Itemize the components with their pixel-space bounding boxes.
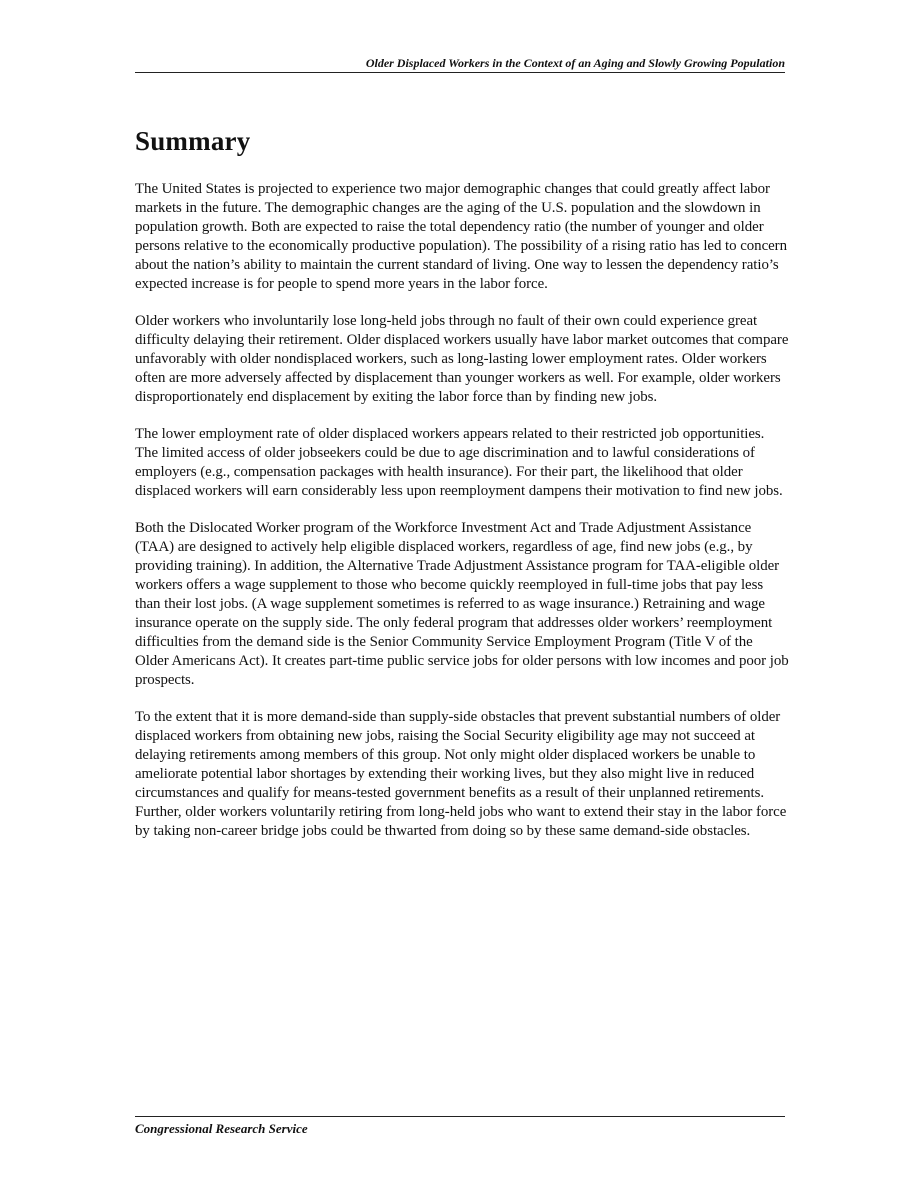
running-header-title: Older Displaced Workers in the Context of an Aging and Slowly Growing Population [365, 56, 785, 70]
summary-paragraph-4: Both the Dislocated Worker program of the Workforce Investment Act and Trade Adjustment Assistance (TAA) are designed to actively help eligible displaced workers, regardless of age, find new jobs (e.g., by providing training). In addition, the Alternative Trade Adjustment Assistance program for TAA-eligible older workers offers a wage supplement to those who become quickly reemployed in full-time jobs that pay less than their lost jobs. (A wage supplement sometimes is referred to as wage insurance.) Retraining and wage insurance operate on the supply side. The only federal program that addresses older workers’ reemployment difficulties from the demand side is the Senior Community Service Employment Program (Title V of the Older Americans Act). It creates part-time public service jobs for older persons with low incomes and poor job prospects. [135, 520, 789, 688]
section-title: Summary [135, 126, 251, 156]
summary-paragraph-5: To the extent that it is more demand-side than supply-side obstacles that prevent substantial numbers of older displaced workers from obtaining new jobs, raising the Social Security eligibility age may not succeed at delaying retirements among members of this group. Not only might older displaced workers be unable to ameliorate potential labor shortages by extending their working lives, but they also might live in reduced circumstances and qualify for means-tested government benefits as a result of their unplanned retirements. Further, older workers voluntarily retiring from long-held jobs who want to extend their stay in the labor force by taking non-career bridge jobs could be thwarted from doing so by these same demand-side obstacles. [135, 709, 787, 839]
running-header [135, 55, 785, 73]
summary-paragraph-1: The United States is projected to experience two major demographic changes that could greatly affect labor markets in the future. The demographic changes are the aging of the U.S. population and the slowdown in population growth. Both are expected to raise the total dependency ratio (the number of younger and older persons relative to the economically productive population). The possibility of a rising ratio has led to concern about the nation’s ability to maintain the current standard of living. One way to lessen the dependency ratio’s expected increase is for people to spend more years in the labor force. [135, 181, 787, 292]
summary-paragraph-2: Older workers who involuntarily lose long-held jobs through no fault of their own could experience great difficulty delaying their retirement. Older displaced workers usually have labor market outcomes that compare unfavorably with older nondisplaced workers, such as long-lasting lower employment rates. Older workers often are more adversely affected by displacement than younger workers as well. For example, older workers disproportionately end displacement by exiting the labor force than by finding new jobs. [135, 313, 789, 405]
summary-section [135, 122, 790, 859]
summary-paragraph-3: The lower employment rate of older displaced workers appears related to their restricted job opportunities. The limited access of older jobseekers could be due to age discrimination and to lawful considerations of employers (e.g., compensation packages with health insurance). For their part, the likelihood that older displaced workers will earn considerably less upon reemployment dampens their motivation to find new jobs. [135, 426, 783, 499]
running-footer [135, 1116, 785, 1137]
footer-organization: Congressional Research Service [135, 1121, 308, 1136]
